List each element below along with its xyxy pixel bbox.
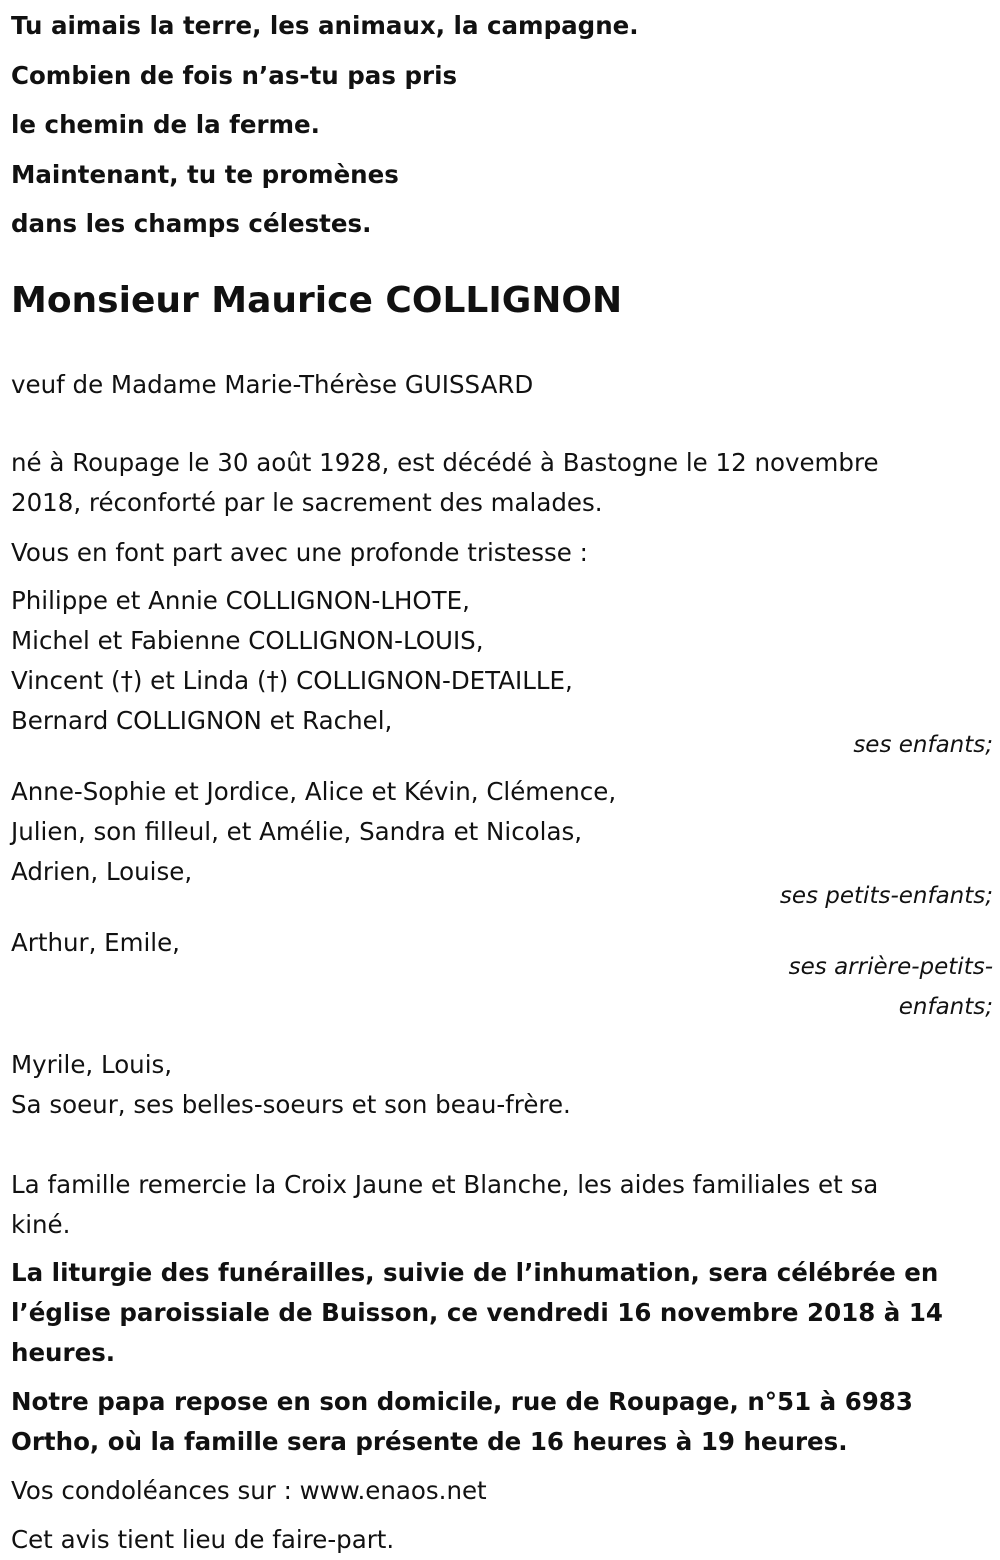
deceased-name: Monsieur Maurice COLLIGNON	[11, 279, 623, 321]
poem-line: dans les champs célestes.	[11, 209, 372, 238]
list-item: Bernard COLLIGNON et Rachel,	[11, 705, 393, 735]
grandchildren-label: ses petits-enfants;	[779, 882, 993, 909]
text-line: La liturgie des funérailles, suivie de l’inhumation, sera célébrée en	[11, 1257, 939, 1287]
thanks-paragraph	[11, 1165, 993, 1245]
closing-note: Cet avis tient lieu de faire-part.	[11, 1524, 395, 1554]
list-item: Adrien, Louise,	[11, 856, 193, 886]
condolences: Vos condoléances sur : www.enaos.net	[11, 1475, 487, 1505]
text-line: né à Roupage le 30 août 1928, est décédé à Bastogne le 12 novembre	[11, 447, 879, 477]
widower-of: veuf de Madame Marie-Thérèse GUISSARD	[11, 369, 534, 399]
poem-line: Maintenant, tu te promènes	[11, 159, 399, 189]
rest-paragraph	[11, 1382, 993, 1462]
list-item: Vincent (†) et Linda (†) COLLIGNON-DETAILLE,	[11, 665, 573, 695]
list-item: Michel et Fabienne COLLIGNON-LOUIS,	[11, 625, 484, 655]
poem-line: Tu aimais la terre, les animaux, la campagne.	[11, 11, 639, 40]
birth-death-paragraph	[11, 443, 993, 523]
list-item: Sa soeur, ses belles-soeurs et son beau-frère.	[11, 1089, 571, 1119]
grandchildren-list	[11, 772, 993, 892]
text-line: Notre papa repose en son domicile, rue de Roupage, n°51 à 6983	[11, 1386, 913, 1416]
list-item: Anne-Sophie et Jordice, Alice et Kévin, Clémence,	[11, 776, 617, 806]
others-list	[11, 1045, 993, 1125]
text-line: La famille remercie la Croix Jaune et Blanche, les aides familiales et sa	[11, 1169, 879, 1199]
obituary-notice	[11, 0, 993, 1560]
list-item: Philippe et Annie COLLIGNON-LHOTE,	[11, 585, 470, 615]
children-list	[11, 581, 993, 741]
text-line: Ortho, où la famille sera présente de 16 heures à 19 heures.	[11, 1426, 848, 1456]
text-line: l’église paroissiale de Buisson, ce vendredi 16 novembre 2018 à 14	[11, 1297, 943, 1327]
list-item: Myrile, Louis,	[11, 1049, 173, 1079]
label-line: ses arrière-petits-	[788, 953, 993, 980]
funeral-paragraph	[11, 1253, 993, 1373]
poem	[11, 1, 993, 249]
list-item: Arthur, Emile,	[11, 927, 180, 957]
announcement: Vous en font part avec une profonde tristesse :	[11, 537, 588, 567]
text-line: heures.	[11, 1337, 116, 1367]
text-line: kiné.	[11, 1209, 71, 1239]
list-item: Julien, son filleul, et Amélie, Sandra et Nicolas,	[11, 816, 583, 846]
children-label: ses enfants;	[853, 731, 993, 758]
poem-line: Combien de fois n’as-tu pas pris	[11, 60, 458, 90]
text-line: 2018, réconforté par le sacrement des malades.	[11, 487, 603, 517]
poem-line: le chemin de la ferme.	[11, 110, 320, 139]
label-line: enfants;	[898, 993, 993, 1020]
